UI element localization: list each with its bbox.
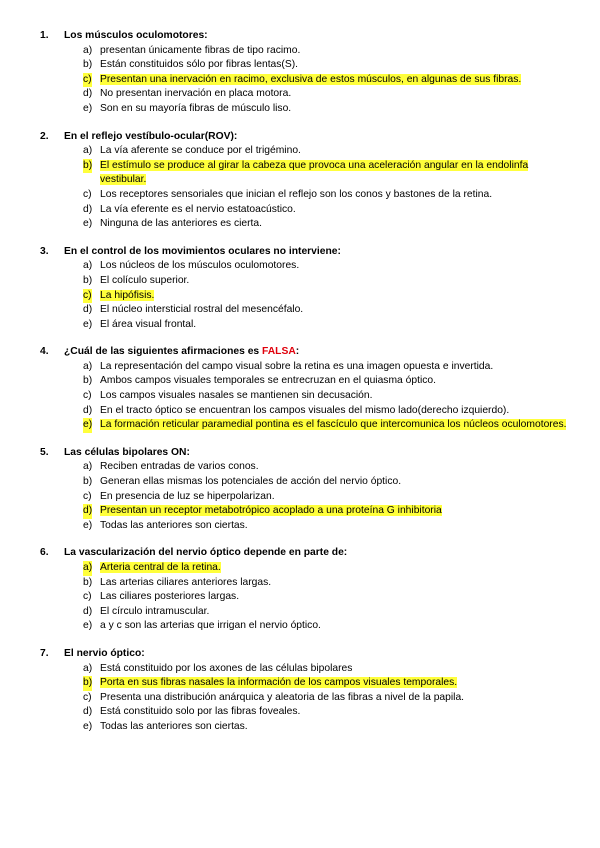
question-4: [0, 345, 600, 433]
option: [0, 576, 600, 591]
option: [0, 404, 600, 419]
question-2: [0, 130, 600, 232]
option-text: El estímulo se produce al girar la cabeza que provoca una aceleración angular en la endolinfa vestibular.: [100, 159, 529, 186]
option-text: La vía aferente se conduce por el trigémino.: [100, 145, 301, 157]
option: [0, 102, 600, 117]
option-highlighted: [0, 676, 600, 691]
option: [0, 188, 600, 203]
option-letter: e): [83, 218, 93, 230]
options-list: [0, 44, 600, 117]
option-text: Presentan una inervación en racimo, exclusiva de estos músculos, en algunas de sus fibras.: [100, 73, 522, 85]
options-list: [0, 561, 600, 634]
option-letter: b): [83, 676, 92, 691]
option-text: Los receptores sensoriales que inician el reflejo son los conos y bastones de la retina.: [100, 188, 493, 200]
option-text: Todas las anteriores son ciertas.: [100, 519, 248, 531]
option: [0, 460, 600, 475]
option-letter: a): [83, 662, 93, 674]
option-text: Presentan un receptor metabotrópico acoplado a una proteína G inhibitoria: [100, 505, 442, 517]
option-text: Porta en sus fibras nasales la información de los campos visuales temporales.: [100, 677, 458, 689]
options-list: [0, 360, 600, 433]
option: [0, 389, 600, 404]
question-text: [64, 345, 299, 360]
option-letter: d): [83, 88, 93, 100]
option-letter: e): [83, 418, 92, 433]
question-title: [0, 446, 600, 461]
question-text-main: Los músculos oculomotores:: [64, 30, 208, 41]
option-letter: c): [83, 390, 92, 402]
question-number: 6.: [40, 547, 49, 559]
option-letter: b): [83, 274, 93, 286]
question-text-main: La vascularización del nervio óptico depende en parte de:: [64, 547, 348, 559]
question-text: [64, 546, 347, 561]
option-letter: c): [83, 691, 92, 703]
question-6: [0, 546, 600, 634]
option-text: La hipófisis.: [100, 289, 155, 301]
question-text: [64, 29, 208, 44]
option-text: Ambos campos visuales temporales se entrecruzan en el quiasma óptico.: [100, 375, 436, 387]
option: [0, 720, 600, 735]
option-text: Las ciliares posteriores largas.: [100, 591, 240, 603]
option-letter: c): [83, 591, 92, 603]
option-text: Ninguna de las anteriores es cierta.: [100, 218, 262, 230]
quiz-document: [0, 29, 600, 748]
option-text: La representación del campo visual sobre la retina es una imagen opuesta e invertida.: [100, 360, 494, 372]
option: [0, 519, 600, 534]
question-7: [0, 647, 600, 735]
option-highlighted: [0, 561, 600, 576]
option: [0, 490, 600, 505]
question-text: [64, 647, 145, 662]
question-number: 4.: [40, 346, 49, 358]
option: [0, 619, 600, 634]
option-text: Está constituido por los axones de las células bipolares: [100, 662, 353, 674]
options-list: [0, 259, 600, 332]
option: [0, 58, 600, 73]
option-letter: e): [83, 318, 93, 330]
question-text: [64, 245, 341, 260]
option-letter: a): [83, 44, 93, 56]
option-text: Los campos visuales nasales se mantienen sin decusación.: [100, 390, 373, 402]
question-text-main: En el reflejo vestíbulo-ocular(ROV):: [64, 130, 238, 142]
option-text: La vía eferente es el nervio estatoacústico.: [100, 203, 296, 215]
question-3: [0, 245, 600, 333]
option-letter: d): [83, 706, 93, 718]
option: [0, 217, 600, 232]
options-list: [0, 144, 600, 232]
option-letter: a): [83, 260, 93, 272]
option-text: El área visual frontal.: [100, 318, 197, 330]
option-letter: e): [83, 102, 93, 114]
option-letter: b): [83, 159, 92, 174]
option-text: En presencia de luz se hiperpolarizan.: [100, 490, 275, 502]
question-number: 2.: [40, 130, 49, 142]
option-text: En el tracto óptico se encuentran los campos visuales del mismo lado(derecho izquierdo).: [100, 404, 510, 416]
question-number: 1.: [40, 30, 49, 41]
option-text: Las arterias ciliares anteriores largas.: [100, 576, 272, 588]
question-5: [0, 446, 600, 534]
option-text: El núcleo intersticial rostral del mesencéfalo.: [100, 304, 304, 316]
option: [0, 203, 600, 218]
option-highlighted: [0, 73, 600, 88]
question-text-main: El nervio óptico:: [64, 647, 145, 659]
option-highlighted: [0, 289, 600, 304]
option-text: El colículo superior.: [100, 274, 190, 286]
option: [0, 360, 600, 375]
option-letter: c): [83, 188, 92, 200]
option-letter: a): [83, 461, 93, 473]
option-text: No presentan inervación en placa motora.: [100, 88, 292, 100]
option-text: Presenta una distribución anárquica y aleatoria de las fibras a nivel de la papila.: [100, 691, 465, 703]
question-title: [0, 345, 600, 360]
option: [0, 662, 600, 677]
option-letter: b): [83, 476, 93, 488]
option-text: Está constituido solo por las fibras foveales.: [100, 706, 301, 718]
option: [0, 144, 600, 159]
options-list: [0, 662, 600, 735]
question-title: [0, 29, 600, 44]
option-letter: d): [83, 605, 93, 617]
option-letter: d): [83, 203, 93, 215]
question-text-main: Las células bipolares ON:: [64, 446, 190, 458]
option-letter: e): [83, 519, 93, 531]
option: [0, 303, 600, 318]
option-text: Generan ellas mismas los potenciales de acción del nervio óptico.: [100, 476, 402, 488]
question-title: [0, 647, 600, 662]
option: [0, 691, 600, 706]
option-text: Están constituidos sólo por fibras lentas(S).: [100, 59, 299, 71]
option-letter: b): [83, 576, 93, 588]
option-letter: a): [83, 561, 92, 576]
question-title: [0, 546, 600, 561]
option-letter: d): [83, 504, 92, 519]
option-letter: c): [83, 490, 92, 502]
option-letter: e): [83, 620, 93, 632]
option-text: Todas las anteriores son ciertas.: [100, 720, 248, 732]
option: [0, 318, 600, 333]
option-letter: d): [83, 304, 93, 316]
option-text: Reciben entradas de varios conos.: [100, 461, 259, 473]
option: [0, 87, 600, 102]
option-text: Los núcleos de los músculos oculomotores.: [100, 260, 300, 272]
question-text-main: ¿Cuál de las siguientes afirmaciones es: [64, 346, 263, 358]
option: [0, 274, 600, 289]
option-letter: a): [83, 360, 93, 372]
option-text: presentan únicamente fibras de tipo racimo.: [100, 44, 301, 56]
option-letter: c): [83, 289, 92, 304]
option-letter: c): [83, 73, 92, 88]
option-letter: e): [83, 720, 93, 732]
option-text: a y c son las arterias que irrigan el nervio óptico.: [100, 620, 321, 632]
question-number: 5.: [40, 446, 49, 458]
question-text-end: :: [295, 346, 300, 358]
option: [0, 259, 600, 274]
option: [0, 605, 600, 620]
option-text: Son en su mayoría fibras de músculo liso.: [100, 102, 292, 114]
question-title: [0, 130, 600, 145]
question-text-main: En el control de los movimientos oculares no interviene:: [64, 245, 341, 257]
option-text: Arteria central de la retina.: [100, 562, 221, 573]
option: [0, 705, 600, 720]
option-text: El círculo intramuscular.: [100, 605, 210, 617]
option-highlighted: [0, 159, 600, 188]
options-list: [0, 460, 600, 533]
option-highlighted: [0, 504, 600, 519]
false-emphasis: FALSA: [262, 346, 296, 358]
question-text: [64, 130, 237, 145]
option-text: La formación reticular paramedial pontina es el fascículo que intercomunica los núcleos oculomotores.: [100, 419, 567, 431]
question-text: [64, 446, 190, 461]
option-letter: b): [83, 375, 93, 387]
question-number: 7.: [40, 647, 49, 659]
question-title: [0, 245, 600, 260]
option-letter: a): [83, 145, 93, 157]
option: [0, 374, 600, 389]
question-number: 3.: [40, 245, 49, 257]
question-1: [0, 29, 600, 117]
option-highlighted: [0, 418, 600, 433]
option-letter: d): [83, 404, 93, 416]
option: [0, 590, 600, 605]
option: [0, 475, 600, 490]
option-letter: b): [83, 59, 93, 71]
option: [0, 44, 600, 59]
